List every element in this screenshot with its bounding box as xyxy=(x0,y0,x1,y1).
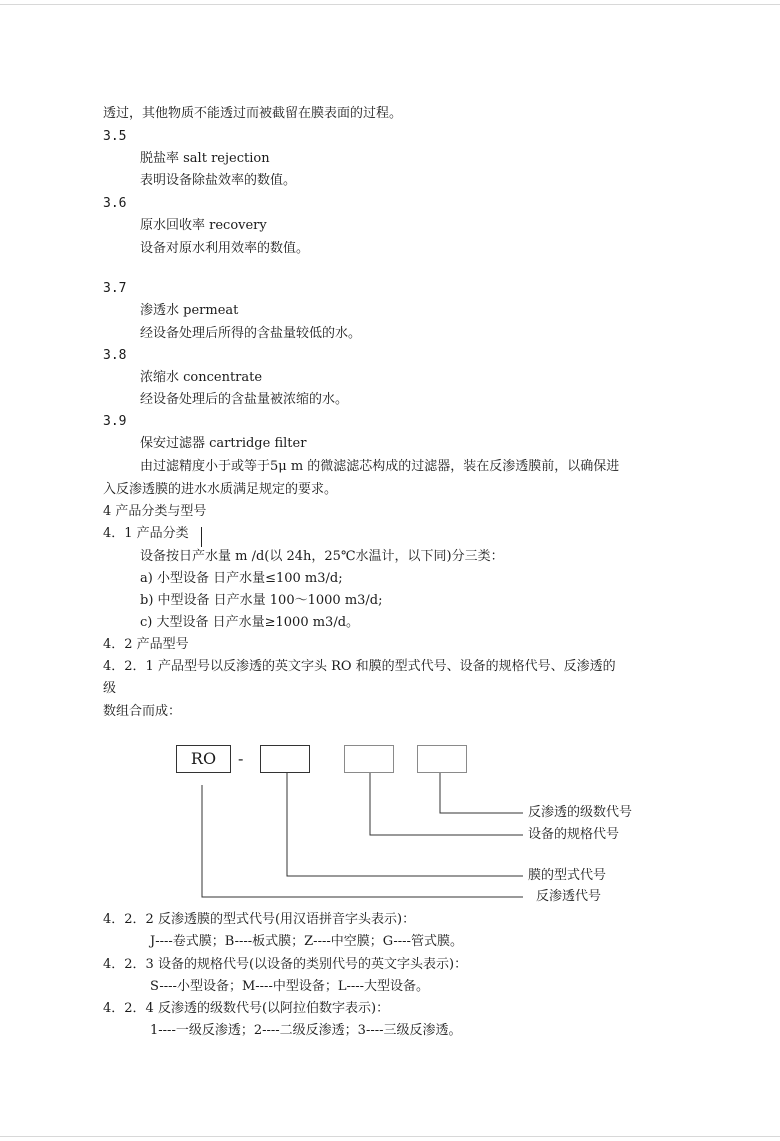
stage-leader-line xyxy=(440,773,523,813)
code-definition: S----小型设备；M----中型设备；L----大型设备。 xyxy=(150,979,430,994)
text-line: 透过，其他物质不能透过而被截留在膜表面的过程。 xyxy=(103,106,403,121)
body-text: 数组合而成： xyxy=(103,704,182,719)
term-heading: 浓缩水 concentrate xyxy=(140,370,263,385)
ro-leader-line xyxy=(202,785,523,897)
section-heading: 4 产品分类与型号 xyxy=(103,504,207,519)
term-definition: 入反渗透膜的进水水质满足规定的要求。 xyxy=(103,482,338,497)
ro-prefix-label: RO xyxy=(190,749,217,768)
term-definition: 经设备处理后的含盐量被浓缩的水。 xyxy=(140,392,349,407)
term-heading: 渗透水 permeat xyxy=(140,303,239,318)
term-definition: 表明设备除盐效率的数值。 xyxy=(140,173,297,188)
stage-code-label: 反渗透的级数代号 xyxy=(528,805,633,820)
subsection-heading: 4．2 产品型号 xyxy=(103,637,189,652)
term-definition: 设备对原水利用效率的数值。 xyxy=(140,241,310,256)
code-definition: 1----一级反渗透；2----二级反渗透；3----三级反渗透。 xyxy=(150,1023,462,1038)
body-text: 级 xyxy=(103,681,117,696)
term-heading: 脱盐率 salt rejection xyxy=(140,151,270,166)
term-heading: 原水回收率 recovery xyxy=(140,218,267,233)
term-definition: 经设备处理后所得的含盐量较低的水。 xyxy=(140,326,362,341)
code-definition: J----卷式膜；B----板式膜；Z----中空膜；G----管式膜。 xyxy=(150,934,463,949)
section-number: 3.6 xyxy=(103,196,127,211)
term-definition: 由过滤精度小于或等于5μ m 的微滤滤芯构成的过滤器，装在反渗透膜前，以确保进 xyxy=(140,459,620,474)
list-item: a) 小型设备 日产水量≤100 m3/d; xyxy=(140,571,343,586)
dash-separator: - xyxy=(238,749,244,768)
section-number: 3.8 xyxy=(103,348,127,363)
membrane-code-label: 膜的型式代号 xyxy=(528,868,607,883)
section-number: 3.5 xyxy=(103,129,127,144)
ro-code-label: 反渗透代号 xyxy=(536,889,602,904)
page-bottom-edge xyxy=(0,1136,780,1137)
body-text: 设备按日产水量 m /d(以 24h，25℃水温计，以下同)分三类： xyxy=(140,549,504,564)
spec-code-label: 设备的规格代号 xyxy=(528,827,620,842)
subsection-heading: 4．2．2 反渗透膜的型式代号(用汉语拼音字头表示)： xyxy=(103,912,416,927)
membrane-leader-line xyxy=(287,773,523,876)
spec-leader-line xyxy=(370,773,523,835)
subsection-heading: 4．1 产品分类 xyxy=(103,526,189,541)
list-item: b) 中型设备 日产水量 100～1000 m3/d; xyxy=(140,593,383,608)
term-heading: 保安过滤器 cartridge filter xyxy=(140,436,307,451)
section-number: 3.9 xyxy=(103,414,127,429)
list-item: c) 大型设备 日产水量≥1000 m3/d。 xyxy=(140,615,360,630)
section-number: 3.7 xyxy=(103,281,127,296)
body-text: 4．2．1 产品型号以反渗透的英文字头 RO 和膜的型式代号、设备的规格代号、反渗透的 xyxy=(103,659,616,674)
subsection-heading: 4．2．4 反渗透的级数代号(以阿拉伯数字表示)： xyxy=(103,1001,390,1016)
subsection-heading: 4．2．3 设备的规格代号(以设备的类别代号的英文字头表示)： xyxy=(103,957,468,972)
